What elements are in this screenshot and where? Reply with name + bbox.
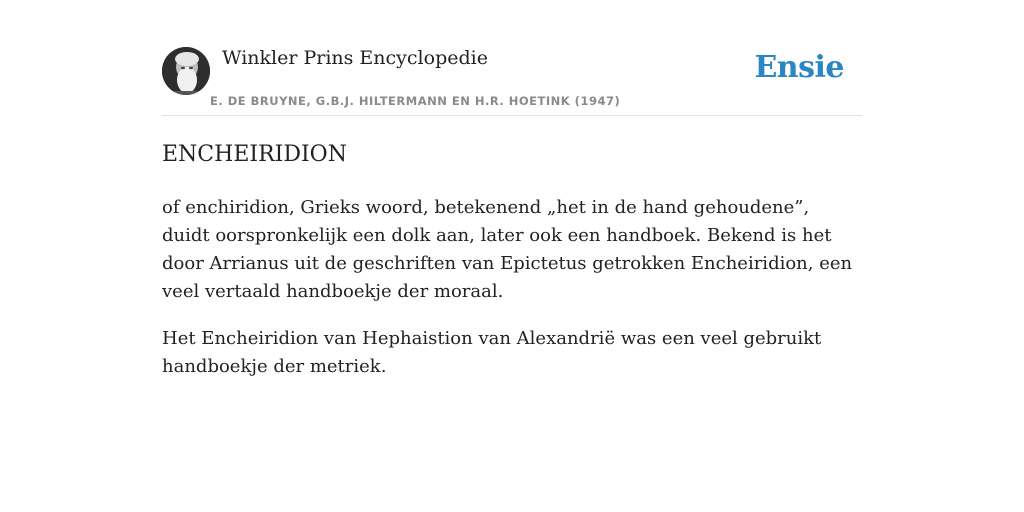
entry-paragraph: of enchiridion, Grieks woord, betekenend „het in de hand gehoudene”, duidt oorspronkelijk een dolk aan, later ook een handboek. Bekend is het door Arrianus uit de geschriften van Epictetus getrokken Encheiridion, een veel vertaald handboekje der moraal. — [162, 197, 853, 302]
entry-paragraph: Het Encheiridion van Hephaistion van Alexandrië was een veel gebruikt handboekje der metriek. — [162, 328, 822, 377]
entry-authors: E. DE BRUYNE, G.B.J. HILTERMANN EN H.R. HOETINK (1947) — [210, 94, 621, 108]
entry-title: ENCHEIRIDION — [162, 142, 347, 167]
entry-header — [162, 46, 862, 116]
encyclopedia-entry-card — [162, 46, 862, 381]
site-title[interactable]: Winkler Prins Encyclopedie — [222, 47, 488, 69]
author-avatar[interactable] — [162, 47, 210, 95]
portrait-icon — [162, 47, 210, 95]
brand-logo-link[interactable]: Ensie — [754, 50, 844, 85]
